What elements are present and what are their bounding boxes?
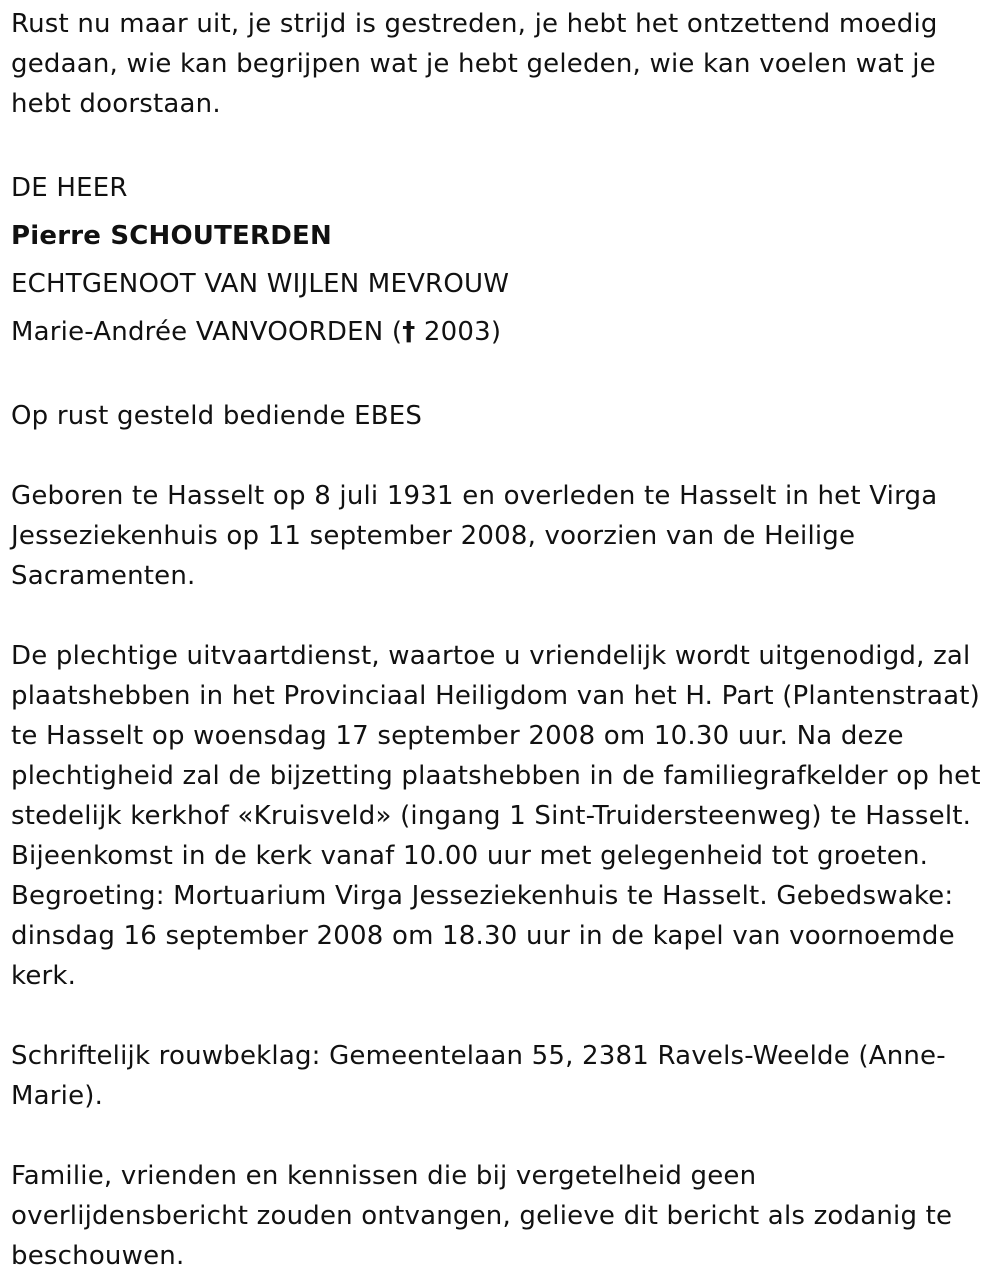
spacer (11, 1116, 993, 1156)
spacer (11, 124, 993, 164)
deceased-name: Pierre SCHOUTERDEN (11, 221, 332, 251)
spouse-death-year: 2003) (415, 317, 502, 347)
condolence-address: Schriftelijk rouwbeklag: Gemeentelaan 55, 2381 Ravels-Weelde (Anne-Marie). (11, 1041, 946, 1111)
birth-death-info: Geboren te Hasselt op 8 juli 1931 en overleden te Hasselt in het Virga Jesseziekenhuis op 11 september 2008, voorzien van de Heilige Sacramenten. (11, 481, 938, 591)
honorific-title: DE HEER (11, 173, 128, 203)
spouse-name: Marie-Andrée VANVOORDEN ( (11, 317, 403, 347)
relation-line: ECHTGENOOT VAN WIJLEN MEVROUW (11, 269, 510, 299)
spacer (11, 436, 993, 476)
opening-poem: Rust nu maar uit, je strijd is gestreden, je hebt het ontzettend moedig gedaan, wie kan begrijpen wat je hebt geleden, wie kan voelen wat je hebt doorstaan. (11, 9, 938, 119)
cross-icon: † (402, 317, 416, 347)
spouse-line (11, 308, 993, 356)
spacer (11, 596, 993, 636)
closing-note: Familie, vrienden en kennissen die bij vergetelheid geen overlijdensbericht zouden ontvangen, gelieve dit bericht als zodanig te beschouwen. (11, 1161, 953, 1271)
spacer (11, 996, 993, 1036)
funeral-details: De plechtige uitvaartdienst, waartoe u vriendelijk wordt uitgenodigd, zal plaatshebben in het Provinciaal Heiligdom van het H. Part (Plantenstraat) te Hasselt op woensdag 17 september 2008 om 10.30 uur. Na deze plechtigheid zal de bijzetting plaatshebben in de familiegrafkelder op het stedelijk kerkhof «Kruisveld» (ingang 1 Sint-Truidersteenweg) te Hasselt. Bijeenkomst in de kerk vanaf 10.00 uur met gelegenheid tot groeten. Begroeting: Mortuarium Virga Jesseziekenhuis te Hasselt. Gebedswake: dinsdag 16 september 2008 om 18.30 uur in de kapel van voornoemde kerk. (11, 641, 981, 991)
obituary-notice (11, 4, 993, 1276)
spacer (11, 356, 993, 396)
occupation: Op rust gesteld bediende EBES (11, 401, 423, 431)
